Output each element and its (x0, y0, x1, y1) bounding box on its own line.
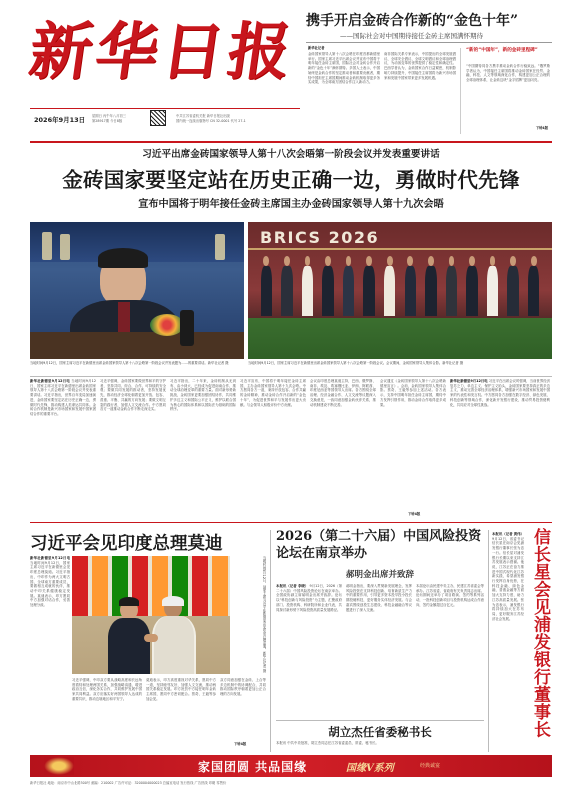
promo-right-title[interactable]: “新的“中国年”，新的金砖里程碑” (466, 48, 538, 53)
lead-body (30, 379, 552, 519)
lead-col-7: 新华社新德里9月12日电 习近平在出席会议时强调，当前世界经济复苏乏力，单边主义、保护主义抬头，金砖国家要坚持真正的多边主义，推动完善全球经济治理体系，增强新兴市场国家和发展中国家的代表性和发言权。中方愿同各方加强在数字经济、绿色发展、科技创新等领域合作，深化新开发银行建设，推动贸易投资便利化，共同应对全球性挑战。 (450, 379, 550, 407)
modi-body-4: 双方同意加强在金砖、上合等多边机制中的协调配合，共同推动国际秩序朝着更加公正合理的方向发展。 (220, 678, 266, 697)
group-photo-person (444, 256, 458, 316)
lead-photo-right-caption: 当地时间9月12日，国家主席习近平在新德里出席金砖国家领导人第十八次会晤第一阶段会议。会议期间，金砖国家领导人集体合影。新华社记者 摄 (248, 361, 464, 365)
lead-dateline: 新华社新德里9月12日电 (30, 379, 70, 383)
masthead-logo: 新华日报 (24, 15, 300, 88)
right-vertical-headline[interactable]: 信长星会见浦发银行董事长 (530, 528, 550, 738)
footer-banner-note: 经典诚宴 (420, 763, 441, 769)
masthead-issue-no: 第28917期 今日8版 (92, 119, 123, 123)
masthead-cn-number: 国内统一连续出版物号 CN 32-0001 代号 27-1 (176, 119, 246, 123)
group-photo-person (321, 256, 335, 316)
footer-banner-slogan: 家国团圆 共品国缘 (198, 760, 308, 774)
lead-kicker: 习近平出席金砖国家领导人第十八次会晤第一阶段会议并发表重要讲话 (142, 149, 440, 160)
promo-body-2: 南非国际关系专家表示，中国提出的全球发展倡议、全球安全倡议、全球文明倡议和全球治理倡议，为动荡变革的世界提供了稳定性和确定性。巴西学者认为，金砖国家合作日益紧密，机制影响力持续提升，中国接任主席国将为新兴市场国家和发展中国家带来更多发展机遇。 (384, 52, 456, 80)
modi-body-2: 习近平强调，中印双方要从战略高度和长远角度看待和处理两国关系，加强战略沟通，增进政治互信，深化务实合作，共同维护发展中国家共同利益。双方应落实好两国领导人达成的重要共识，推动边境地区和平安宁。 (72, 678, 142, 701)
group-photo-person (485, 256, 499, 316)
modi-photo[interactable] (72, 556, 230, 674)
lead-col-2: 习近平强调，金砖国家要做世界和平的守护者，坚持共同、综合、合作、可持续的安全观；要做共同发展的推动者，坚持发展优先，推动经济全球化朝着更加开放、包容、普惠、平衡、共赢的方向发展；要做文明互鉴的践行者，加强人文交流合作。中方愿同各方一道推动金砖合作不断走深走实。 (100, 379, 166, 412)
group-photo-person (403, 256, 417, 316)
promo-body-1: 金砖国家领导人第十八次会晤在印度首都新德里举行。国家主席习近平出席会议并宣布中国将于明年接任金砖主席国，国际社会对金砖合作开启新的“金色十年”满怀期待。多国人士表示，中国始终是金砖合作的坚定推动者和重要贡献者，期待中国担任主席国期间推动金砖机制取得更多务实成果，为全球南方团结合作注入新动力。 (308, 52, 380, 85)
lead-photo-left-caption: 当地时间9月12日，国家主席习近平在新德里出席金砖国家领导人第十八次会晤第一阶段会议并发表题为……的重要讲话。新华社记者 摄 (30, 361, 229, 365)
lead-more[interactable]: 下转4版 (408, 512, 421, 516)
group-photo-person (300, 256, 314, 316)
lead-photo-left[interactable] (30, 222, 244, 359)
forum-body-3: 本届论坛由民建中央主办，民建江苏省委会等承办。江苏省委、省政府有关负责同志出席。论坛期间还举办了项目路演、签约等系列活动，一批科技创新项目与投资机构达成合作意向，签约金额超过百亿元。 (416, 584, 484, 607)
promo-more[interactable]: 下转4版 (535, 126, 548, 130)
lead-col-6: 会议通过《金砖国家领导人第十八次会晤新德里宣言》。会前，金砖国家领导人集体合影。蔡奇、王毅等参加上述活动。各方表示，支持中国明年担任金砖主席国，期待中方发挥引领作用，推动金砖合作取得更多成果。 (380, 379, 446, 407)
footer-line: 新华日报社 地址：南京市中山北路300号 邮编：210002 广告许可证：3200004000023 总编室电话 发行热线 广告热线 印刷 零售价 (30, 781, 227, 785)
forum-reporter: 本报讯（记者 李晓） (276, 584, 309, 588)
forum-body-2: 郝明金指出，要深入贯彻新发展理念，发挥风险投资在支持科技创新、培育新质生产力中的重要作用，引导更多资本投早投小投长期投硬科技，更好服务实体经济发展。与会嘉宾围绕创投生态建设、科技金融融合等议题进行了深入交流。 (346, 584, 412, 612)
lead-photo-right[interactable] (248, 222, 552, 359)
group-photo-person (259, 256, 273, 316)
hu-headline[interactable]: 胡立杰任省委秘书长 (328, 725, 432, 739)
modi-body-3: 莫迪表示，印方高度重视对华关系，愿同中方一道，坚持睦邻友好，加强人文交流，推动两国关系稳定发展。印方祝贺中方接任明年金砖主席国，愿同中方密切配合。蔡奇、王毅等参加会见。 (146, 678, 216, 701)
group-photo-person (383, 256, 397, 316)
masthead-publisher: 中共江苏省委机关报 新华日报社出版 (176, 114, 230, 118)
footer-banner-brand: 国缘V系列 (346, 763, 394, 774)
masthead-issue-line: 星期日 丙午年八月初三 (92, 114, 127, 118)
brics-banner: BRICS 2026 (260, 228, 380, 247)
top-promo (300, 8, 552, 138)
lead-col-1: 新华社新德里9月12日电 当地时间9月12日，国家主席习近平在新德里出席金砖国家领导人第十八次会晤第一阶段会议并发表重要讲话。习近平指出，世界百年变局加速演进，金砖国家要坚定站在历史正确一边，勇做时代先锋，推动构建人类命运共同体。金砖合作机制是新兴市场国家和发展中国家团结合作的重要平台。 (30, 379, 96, 416)
modi-body: 新华社新德里9月12日电 当地时间9月12日，国家主席习近平在新德里会见印度总理莫迪。习近平指出，中印作为两大文明古国、全球南方重要成员，要做相互成就的伙伴，推动中印关系健康稳定发展。莫迪表示，印方愿同中方加强对话合作，妥善处理分歧。 (30, 556, 70, 608)
forum-subhead: 郝明金出席并致辞 (345, 570, 414, 580)
lead-dateline-2: 新华社新德里9月12日电 (450, 379, 488, 383)
forum-headline[interactable]: 2026（第二十六届）中国风险投资论坛在南京举办 (276, 529, 482, 561)
masthead (24, 8, 300, 136)
lead-headline[interactable]: 金砖国家要坚定站在历史正确一边，勇做时代先锋 (62, 168, 520, 192)
group-photo-person (506, 256, 520, 316)
lead-col-4: 习近平宣布，中国将于明年接任金砖主席国，主办金砖国家领导人第十九次会晤。中方愿同各方一道，秉持开放包容、合作共赢的金砖精神，推动金砖合作开启新的“金色十年”，为促进世界和平与发展作出更大贡献。与会领导人积极评价中方贡献。 (240, 379, 306, 407)
group-photo-person (280, 256, 294, 316)
promo-right-body: “中国期待同各方携手推动金砖合作行稳致远。”俄罗斯学者认为，中国接任主席国将推动金砖国家在经贸、金融、科技、人文等领域深化合作，构建更加公正合理的全球治理体系，让金砖这块“金字招牌”更加闪亮。 (466, 64, 550, 83)
lead-col-5: 会议由印度总理莫迪主持，巴西、俄罗斯、南非、埃及、埃塞俄比亚、伊朗、阿联酋、印度尼西亚等国领导人出席。各方围绕全球治理、经济金融合作、人文交流等议题深入交换意见，一致同意加强金砖伙伴关系，推动机制建设不断完善。 (310, 379, 376, 407)
promo-headline[interactable]: 携手开启金砖合作新的“金色十年” (306, 13, 519, 29)
promo-reporter: 新华社记者 (308, 46, 325, 50)
masthead-qr[interactable] (150, 110, 166, 126)
forum-body-1: 本报讯（记者 李晓） 9月12日，2026（第二十六届）中国风险投资论坛在南京举办。全国政协副主席郝明金出席并致辞。论坛以“科技创新与风险投资”为主题，汇聚政府部门、投资机构、科研院所和企业代表，共同探讨新形势下风险投资高质量发展路径。 (276, 584, 342, 612)
footer-banner[interactable] (30, 755, 552, 777)
group-photo-person (424, 256, 438, 316)
group-photo-person (341, 256, 355, 316)
group-photo-person (362, 256, 376, 316)
right-body: 本报讯（记者 黄伟） 9月12日，省委书记信长星在南京会见浦发银行董事长张为忠一行。信长星对浦发银行长期以来支持江苏发展表示感谢。他说，江苏正在奋力推进中国式现代化江苏新实践，希望浦发银行发挥自身优势，在科技金融、绿色金融、普惠金融等方面加大支持力度，助力江苏高质量发展。张为忠表示，浦发银行将持续加大在苏布局，更好服务江苏经济社会发展。 (492, 532, 524, 621)
lead-subhead: 宣布中国将于明年接任金砖主席国主办金砖国家领导人第十九次会晤 (138, 198, 444, 210)
modi-more[interactable]: 下转4版 (234, 742, 247, 746)
modi-headline[interactable]: 习近平会见印度总理莫迪 (30, 534, 223, 554)
lead-col-3: 习近平指出，二十年来，金砖机制从无到有、由小到大，已经成为促进南南合作、推动全球治理变革的重要力量。面对新形势新挑战，金砖国家更要加强团结协作，共同维护多边主义和国际公平正义，维护以联合国为核心的国际体系和以国际法为基础的国际秩序。 (170, 379, 236, 412)
modi-dateline: 新华社新德里9月12日电 (30, 556, 70, 560)
group-photo-person (527, 256, 541, 316)
masthead-date: 2026年9月13日 (34, 116, 86, 124)
hu-text: 本报讯 中共中央批准，胡立杰同志任江苏省委委员、常委、秘书长。 (276, 741, 379, 745)
promo-subtitle: ——国际社会对中国期待接任金砖主席国满怀期待 (340, 32, 483, 40)
group-photo-person (465, 256, 479, 316)
right-reporter: 本报讯（记者 黄伟） (492, 532, 524, 536)
modi-photo-caption: 当地时间9月12日，国家主席习近平在新德里会见印度总理莫迪。新华社记者 摄 (262, 556, 266, 673)
